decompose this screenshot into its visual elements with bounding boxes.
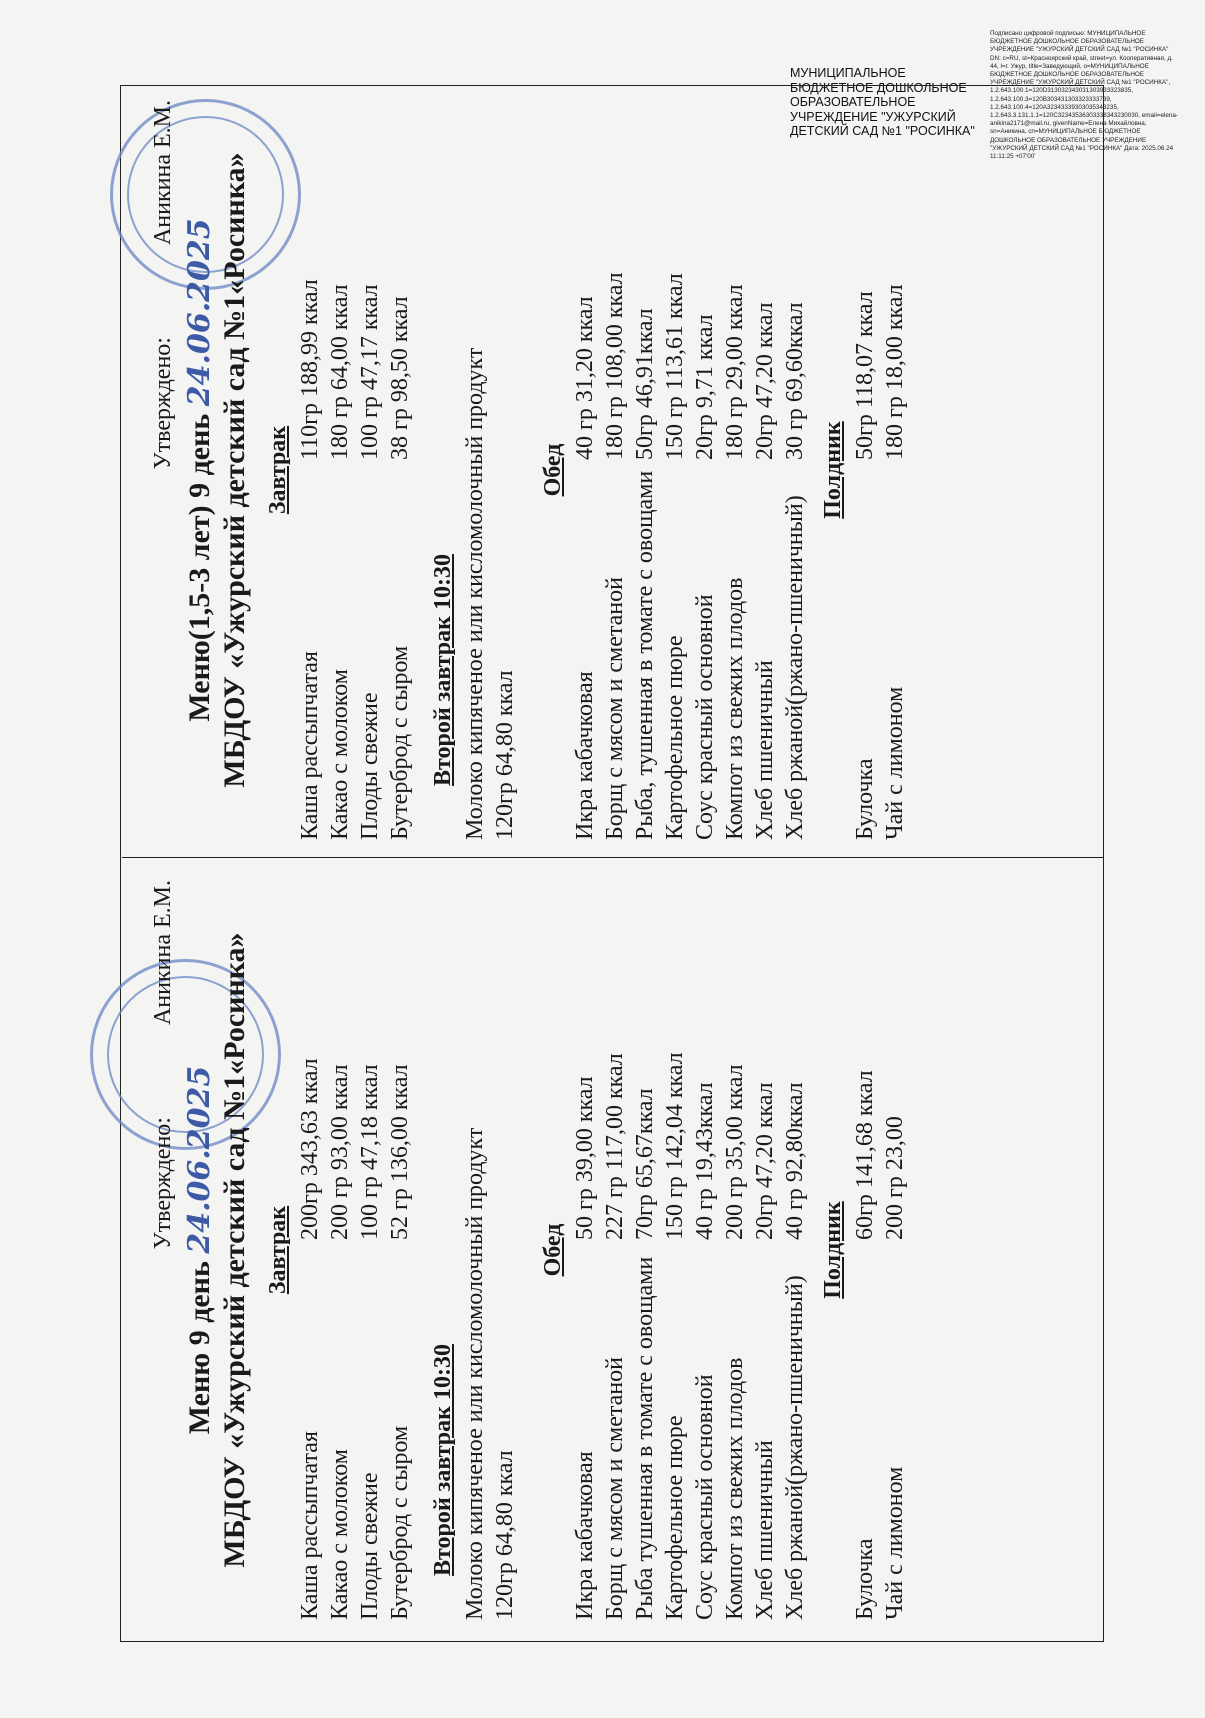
list-item: Каша рассыпчатая 200гр 343,63 ккал	[297, 1058, 323, 1620]
institution-title: МБДОУ «Ужурский детский сад №1«Росинка»	[218, 932, 251, 1568]
digital-signature-org: МУНИЦИПАЛЬНОЕ БЮДЖЕТНОЕ ДОШКОЛЬНОЕ ОБРАЗОВАТЕЛЬНОЕ УЧРЕЖДЕНИЕ "УЖУРСКИЙ ДЕТСКИЙ САД №1 "РОСИНКА"	[790, 66, 975, 138]
approved-label: Утверждено:	[150, 1117, 176, 1250]
menu-title-text: Меню(1,5-3 лет) 9 день	[183, 413, 216, 722]
list-item: Рыба тушенная в томате с овощами 70гр 65,67ккал	[632, 1088, 658, 1620]
list-item: Икра кабачковая 50 гр 39,00 ккал	[572, 1076, 598, 1620]
handwritten-signature	[154, 251, 174, 331]
list-item: Компот из свежих плодов 180 гр 29,00 ккал	[722, 284, 748, 840]
menu-title-text: Меню 9 день	[183, 1261, 216, 1435]
snack-heading: Полдник	[820, 1201, 846, 1299]
approval-line	[150, 100, 177, 469]
breakfast-heading: Завтрак	[265, 1205, 291, 1295]
list-item: Борщ с мясом и сметаной 227 гр 117,00 ккал	[602, 1053, 628, 1620]
list-item: Каша рассыпчатая 110гр 188,99 ккал	[297, 279, 323, 840]
list-item: Соус красный основной 20гр 9,71 ккал	[692, 314, 718, 840]
list-item: Хлеб пшеничный 20гр 47,20 ккал	[752, 1082, 778, 1620]
list-item: Чай с лимоном 180 гр 18,00 ккал	[882, 284, 908, 840]
list-item: Бутерброд с сыром 38 гр 98,50 ккал	[387, 296, 413, 840]
list-item: Какао с молоком 200 гр 93,00 ккал	[327, 1064, 353, 1620]
second-breakfast-heading: Второй завтрак 10:30	[430, 1344, 456, 1576]
list-item: Соус красный основной 40 гр 19,43ккал	[692, 1082, 718, 1620]
second-breakfast-value: 120гр 64,80 ккал	[492, 1450, 518, 1620]
institution-title: МБДОУ «Ужурский детский сад №1«Росинка»	[218, 152, 251, 788]
lunch-heading: Обед	[540, 443, 566, 497]
list-item: Чай с лимоном 200 гр 23,00	[882, 1116, 908, 1620]
snack-heading: Полдник	[820, 421, 846, 519]
lunch-heading: Обед	[540, 1223, 566, 1277]
second-breakfast-heading: Второй завтрак 10:30	[430, 554, 456, 786]
list-item: Компот из свежих плодов 200 гр 35,00 ккал	[722, 1064, 748, 1620]
snack-list	[850, 880, 910, 1620]
lunch-list	[570, 100, 810, 840]
lunch-list	[570, 880, 810, 1620]
approval-line	[150, 880, 177, 1249]
menu-title	[182, 90, 217, 850]
list-item: Плоды свежие 100 гр 47,18 ккал	[357, 1064, 383, 1620]
list-item: Хлеб ржаной(ржано-пшеничный) 30 гр 69,60ккал	[782, 302, 808, 840]
second-breakfast-item: Молоко кипяченое или кисломолочный продукт	[462, 347, 488, 840]
breakfast-list	[295, 100, 415, 840]
list-item: Бутерброд с сыром 52 гр 136,00 ккал	[387, 1064, 413, 1620]
second-breakfast-item: Молоко кипяченое или кисломолочный продукт	[462, 1127, 488, 1620]
breakfast-list	[295, 880, 415, 1620]
second-breakfast-value: 120гр 64,80 ккал	[492, 670, 518, 840]
list-item: Булочка 60гр 141,68 ккал	[852, 1070, 878, 1620]
list-item: Какао с молоком 180 гр 64,00 ккал	[327, 284, 353, 840]
list-item: Плоды свежие 100 гр 47,17 ккал	[357, 284, 383, 840]
approved-label: Утверждено:	[150, 337, 176, 470]
list-item: Хлеб пшеничный 20гр 47,20 ккал	[752, 302, 778, 840]
breakfast-heading: Завтрак	[265, 425, 291, 515]
list-item: Борщ с мясом и сметаной 180 гр 108,00 ккал	[602, 272, 628, 840]
list-item: Рыба, тушенная в томате с овощами 50гр 46,91ккал	[632, 308, 658, 840]
menu-title	[182, 870, 217, 1630]
snack-list	[850, 100, 910, 840]
digital-signature-details: Подписано цифровой подписью: МУНИЦИПАЛЬНОЕ БЮДЖЕТНОЕ ДОШКОЛЬНОЕ ОБРАЗОВАТЕЛЬНОЕ УЧРЕЖДЕНИЕ "УЖУРСКИЙ ДЕТСКИЙ САД №1 "РОСИНКА" DN: c=RU, st=Красноярский край, street=ул. Кооперативная, д. 44, l=г. Ужур, title=Заведующий, o=МУНИЦИПАЛЬНОЕ БЮДЖЕТНОЕ ДОШКОЛЬНОЕ ОБРАЗОВАТЕЛЬНОЕ УЧРЕЖДЕНИЕ "УЖУРСКИЙ ДЕТСКИЙ САД №1 "РОСИНКА", 1.2.643.100.1=120D313032343031303933323835, 1.2.643.100.3=120B303431303323333739, 1.2.643.100.4=120A32343339303035343235, 1.2.643.3.131.1.1=120C32343536303338343230030, email=elena-anikina2171@mail.ru, givenName=Елена Михайловна, sn=Аникина, cn=МУНИЦИПАЛЬНОЕ БЮДЖЕТНОЕ ДОШКОЛЬНОЕ ОБРАЗОВАТЕЛЬНОЕ УЧРЕЖДЕНИЕ "УЖУРСКИЙ ДЕТСКИЙ САД №1 "РОСИНКА" Дата: 2025.06.24 11:11:25 +07'00'	[990, 30, 1179, 161]
signer-name: Аникина Е.М.	[150, 880, 176, 1026]
list-item: Картофельное пюре 150 гр 113,61 ккал	[662, 273, 688, 840]
list-item: Икра кабачковая 40 гр 31,20 ккал	[572, 296, 598, 840]
handwritten-signature	[154, 1031, 174, 1111]
signer-name: Аникина Е.М.	[150, 100, 176, 246]
handwritten-date: 24.06.2025	[182, 218, 217, 407]
list-item: Хлеб ржаной(ржано-пшеничный) 40 гр 92,80ккал	[782, 1082, 808, 1620]
list-item: Булочка 50гр 118,07 ккал	[852, 291, 878, 840]
menu-panel-general	[130, 870, 1090, 1630]
menu-panel-toddler	[130, 90, 1090, 850]
handwritten-date: 24.06.2025	[182, 1065, 217, 1254]
panel-divider	[122, 857, 1104, 858]
list-item: Картофельное пюре 150 гр 142,04 ккал	[662, 1052, 688, 1620]
